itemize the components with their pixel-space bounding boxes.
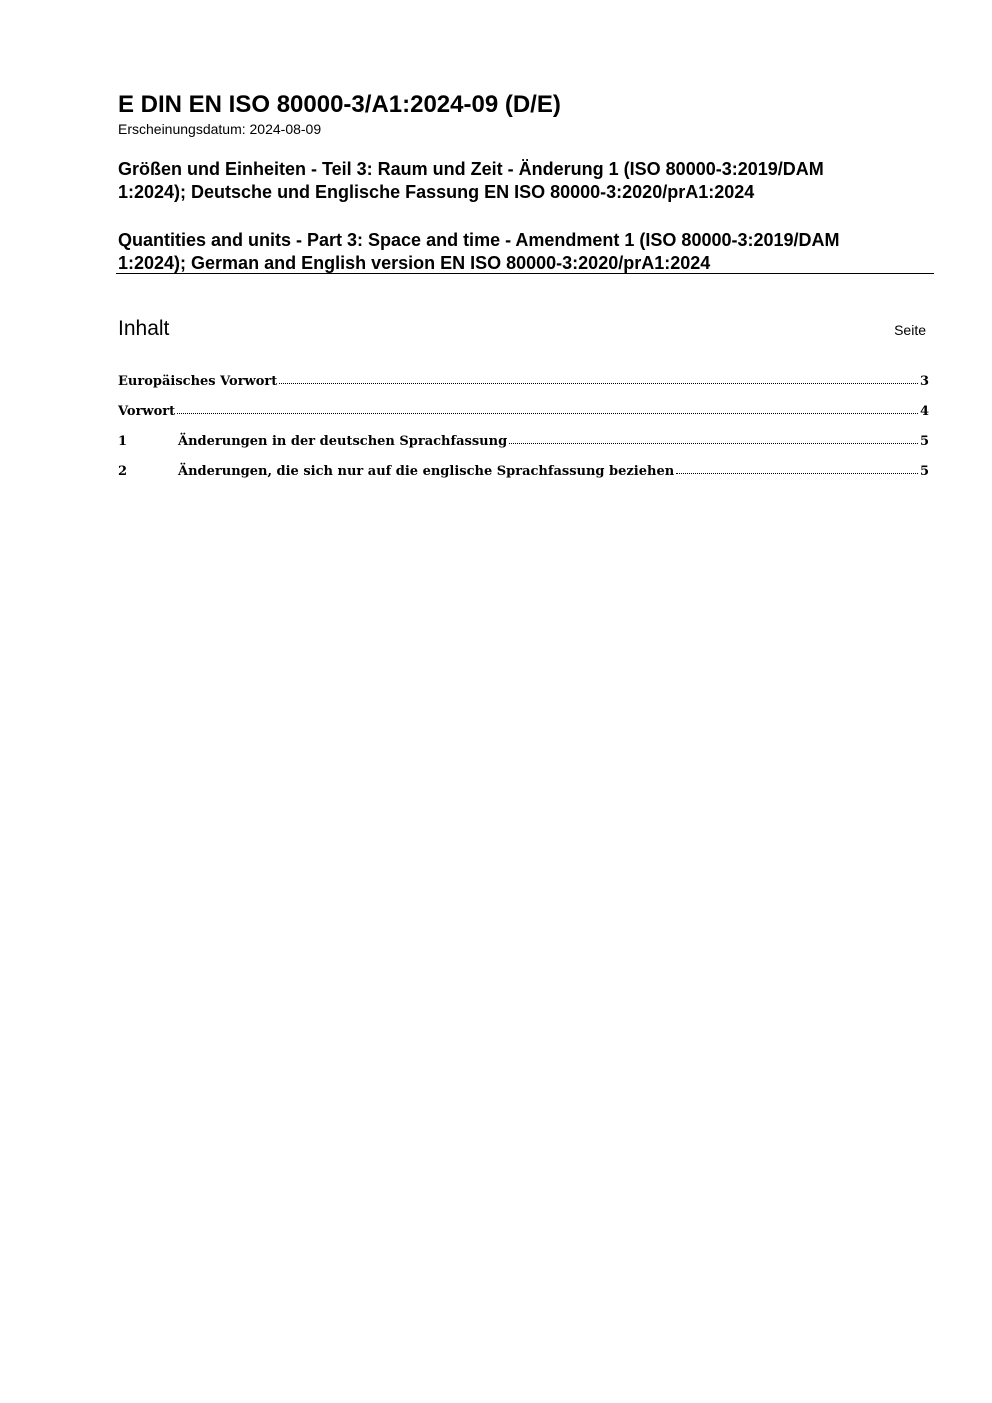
title-german bbox=[118, 158, 934, 204]
toc-title: Inhalt bbox=[118, 317, 170, 340]
document-header bbox=[118, 90, 934, 275]
toc-heading bbox=[118, 315, 926, 345]
toc-entry-page: 3 bbox=[919, 374, 929, 389]
toc-entry-section-1[interactable] bbox=[118, 431, 929, 461]
header-divider bbox=[116, 273, 934, 274]
title-english-line-2: 1:2024); German and English version EN ISO 80000-3:2020/prA1:2024 bbox=[118, 253, 711, 273]
toc-entry-page: 5 bbox=[919, 434, 929, 449]
toc-page-column-label: Seite bbox=[894, 322, 926, 338]
toc-entry-title: Vorwort bbox=[118, 404, 176, 419]
toc-entry-number: 1 bbox=[118, 434, 128, 449]
toc-dot-leader bbox=[279, 370, 918, 384]
toc-entry-vorwort[interactable] bbox=[118, 401, 929, 431]
document-id: E DIN EN ISO 80000-3/A1:2024-09 (D/E) bbox=[118, 91, 561, 118]
toc-entry-page: 5 bbox=[919, 464, 929, 479]
title-german-line-1: Größen und Einheiten - Teil 3: Raum und Zeit - Änderung 1 (ISO 80000-3:2019/DAM bbox=[118, 159, 824, 179]
toc-dot-leader bbox=[509, 430, 918, 444]
title-english bbox=[118, 229, 934, 275]
toc-entry-title: Europäisches Vorwort bbox=[118, 374, 278, 389]
toc-dot-leader bbox=[676, 460, 918, 474]
toc-entry-number: 2 bbox=[118, 464, 128, 479]
title-german-line-2: 1:2024); Deutsche und Englische Fassung EN ISO 80000-3:2020/prA1:2024 bbox=[118, 182, 755, 202]
toc-entry-title: Änderungen, die sich nur auf die englische Sprachfassung beziehen bbox=[178, 464, 675, 479]
publication-date: Erscheinungsdatum: 2024-08-09 bbox=[118, 121, 322, 137]
toc-entry-page: 4 bbox=[919, 404, 929, 419]
toc-entry-europaisches-vorwort[interactable] bbox=[118, 371, 929, 401]
toc-dot-leader bbox=[177, 400, 918, 414]
title-english-line-1: Quantities and units - Part 3: Space and time - Amendment 1 (ISO 80000-3:2019/DAM bbox=[118, 230, 840, 250]
toc-entry-title: Änderungen in der deutschen Sprachfassung bbox=[178, 434, 508, 449]
toc-entry-section-2[interactable] bbox=[118, 461, 929, 491]
table-of-contents bbox=[118, 371, 929, 491]
